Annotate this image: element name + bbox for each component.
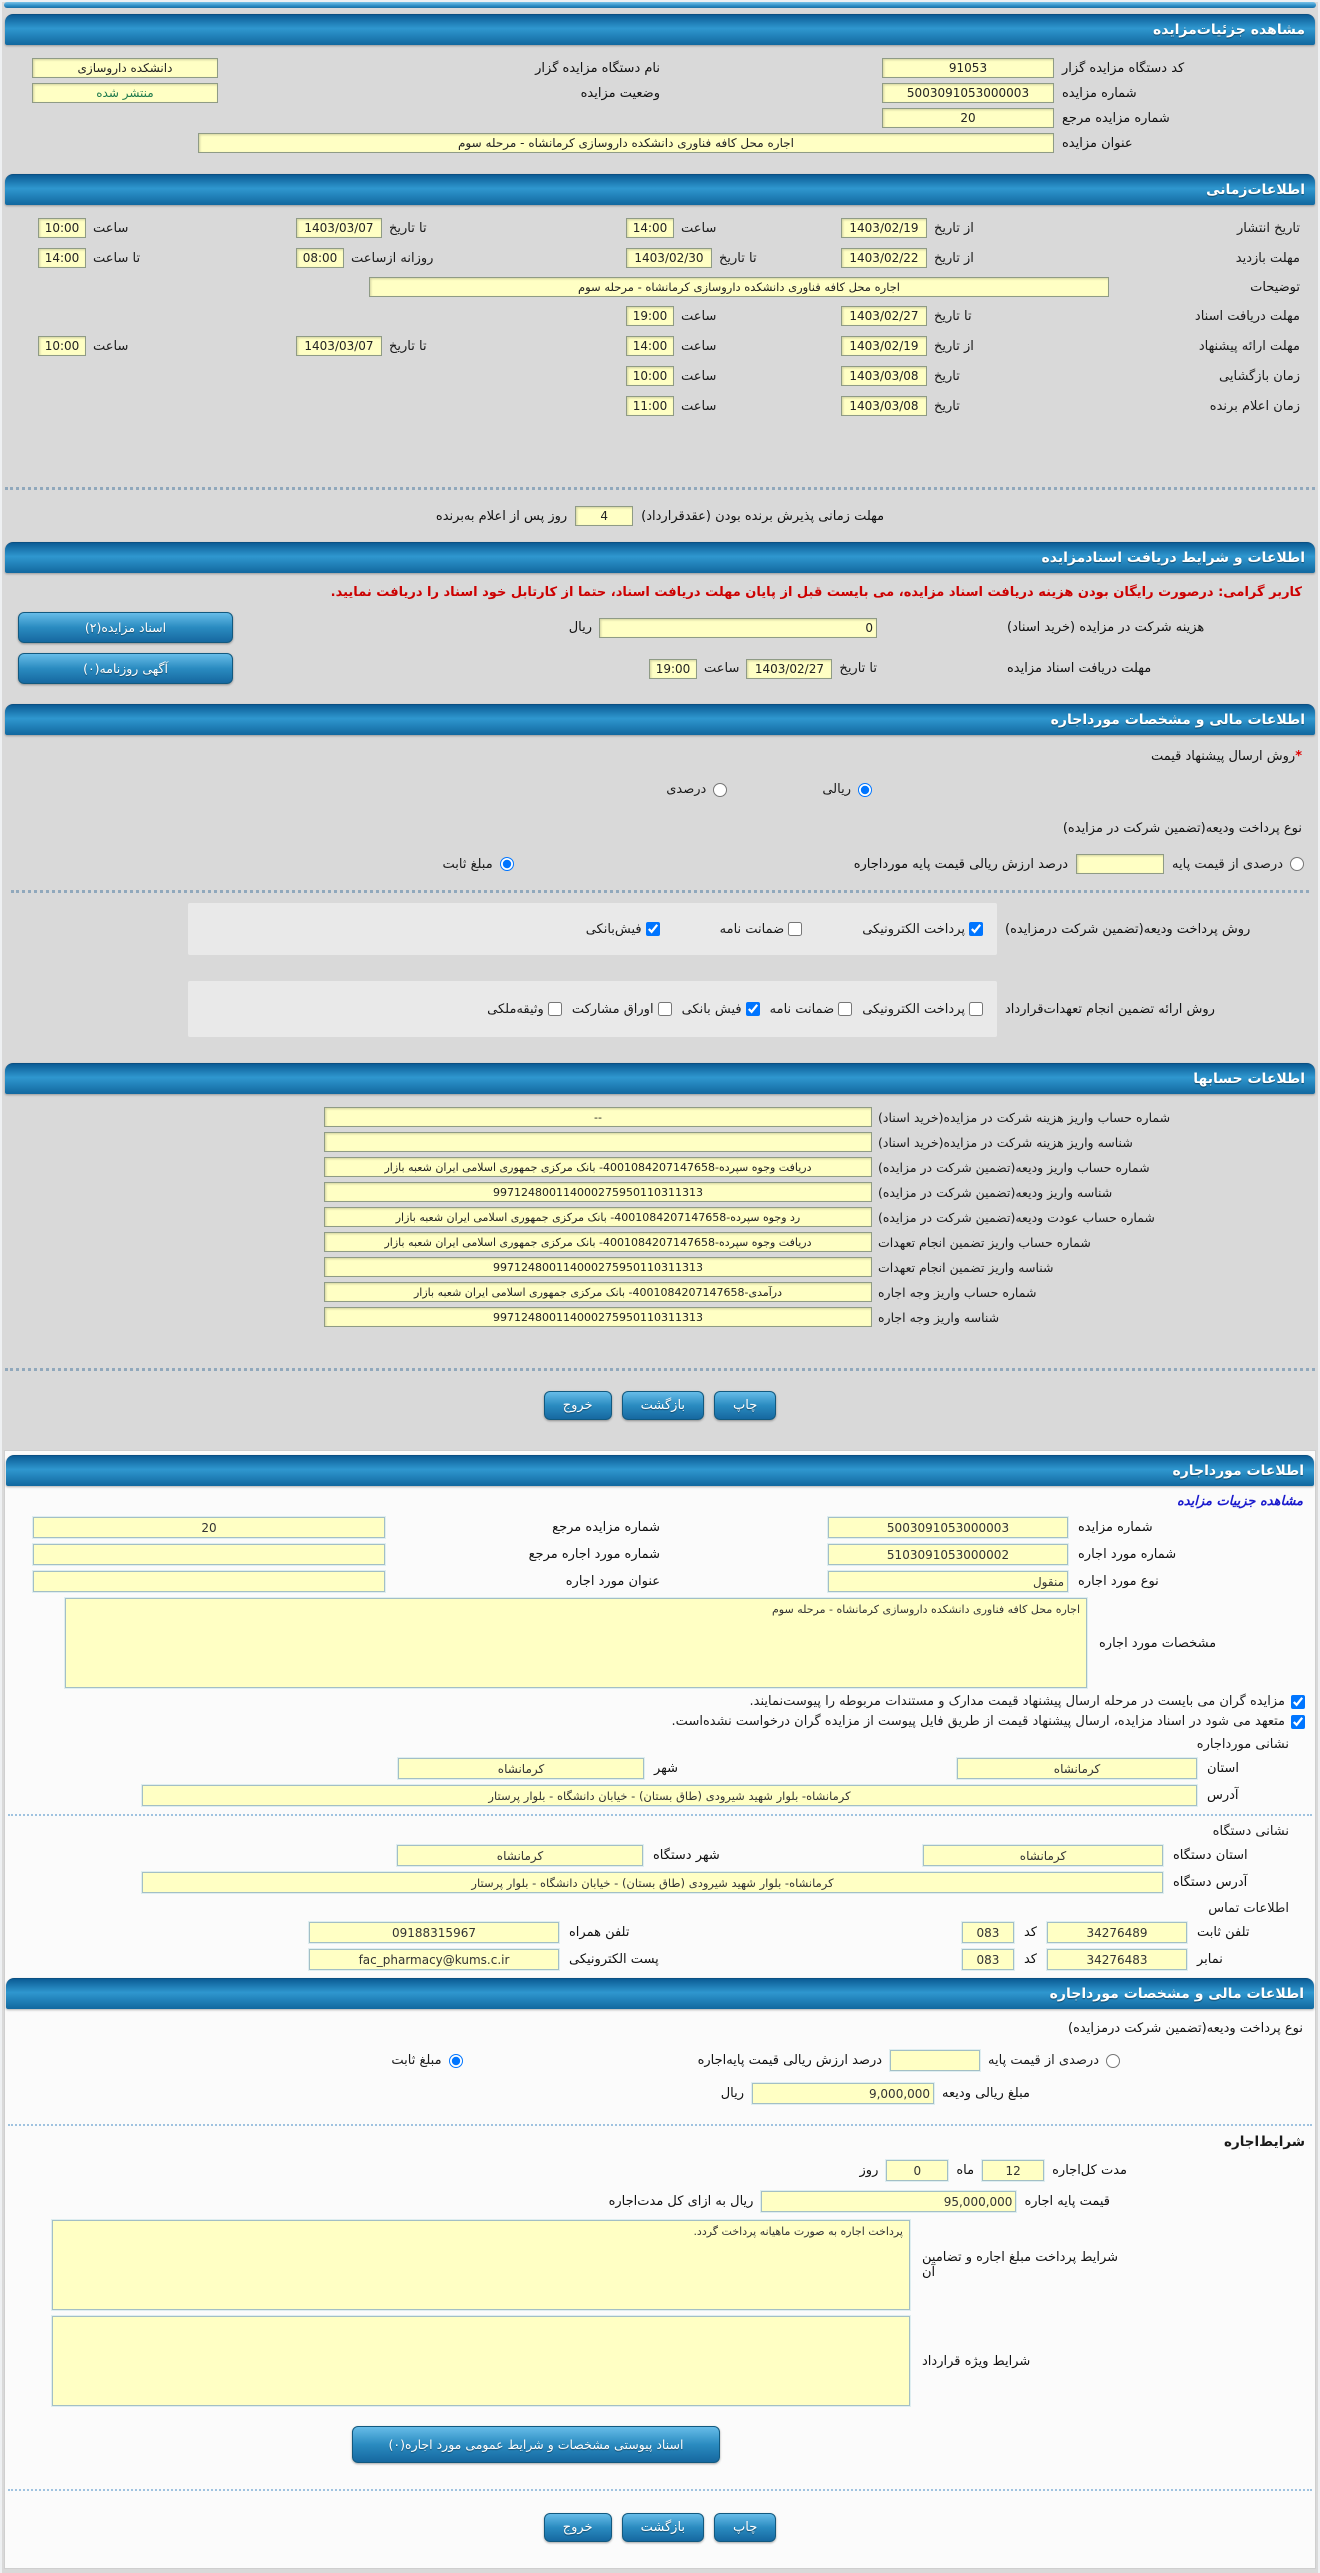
accept-deadline-row: [2, 496, 1318, 536]
percent-desc: درصد ارزش ریالی قیمت پایه مورداجاره: [853, 856, 1069, 872]
hour-word: ساعت: [681, 308, 717, 324]
attachments-row: [5, 2412, 1315, 2469]
rental-address-section-label: نشانی مورداجاره: [1196, 1737, 1289, 1752]
fixed-amount-label: مبلغ ثابت: [442, 856, 493, 872]
publish-from-hour[interactable]: [626, 218, 674, 238]
percent-desc2: درصد ارزش ریالی قیمت پایه‌اجاره: [697, 2053, 883, 2068]
offer-to-date[interactable]: [296, 336, 382, 356]
percent-base2-option[interactable]: [988, 2053, 1120, 2068]
send-method-row: [8, 743, 1312, 766]
docs-deadline-label: مهلت دریافت اسناد: [1194, 308, 1300, 324]
docs-warning-text: کاربر گرامی: درصورت رایگان بودن هزینه دریافت اسناد مزایده، می بایست قبل از پایان مهلت دریافت اسناد، حتما از کارتابل خود اسناد را دریافت نمایید.: [330, 585, 1302, 600]
docs-to-date[interactable]: [841, 306, 927, 326]
account-label: شناسه واریز ودیعه(تضمین شرکت در مزایده): [878, 1184, 1113, 1200]
device-name-field[interactable]: [32, 58, 218, 78]
winner-date[interactable]: [841, 396, 927, 416]
day-word: روز: [859, 2163, 879, 2178]
date-word: تاریخ: [934, 398, 960, 414]
section-title: اطلاعات حسابها: [1193, 1071, 1305, 1087]
divider: [8, 2489, 1312, 2491]
deposit-type2-options: [5, 2038, 1315, 2077]
deposit-method-guarantee-letter[interactable]: ضمانت نامه: [720, 922, 803, 937]
province-label: استان: [1207, 1761, 1239, 1776]
commitment-checkbox-row: [15, 1714, 1305, 1729]
auction-title-field[interactable]: [198, 133, 1054, 153]
fee-field[interactable]: [599, 618, 877, 638]
attachments-button[interactable]: اسناد پیوستی مشخصات و شرایط عمومی مورد اجاره(۰): [352, 2426, 720, 2463]
account-row: [18, 1182, 1302, 1202]
fixed-amount2-radio[interactable]: [449, 2054, 463, 2068]
auction-number-field[interactable]: [882, 83, 1054, 103]
account-label: شماره حساب عودت ودیعه(تضمین شرکت در مزایده): [878, 1209, 1155, 1225]
account-row: [18, 1257, 1302, 1277]
percent-base-option[interactable]: [1172, 857, 1304, 872]
commitment-text: متعهد می شود در اسناد مزایده، ارسال پیشنهاد قیمت از طریق فایل پیوست از مزایده گران درخواست نشده‌است.: [671, 1714, 1285, 1729]
to-hour-word: تا ساعت: [93, 250, 141, 266]
accept-deadline-label: مهلت زمانی پذیرش برنده بودن (عقدقرارداد): [641, 508, 885, 524]
fixed-amount-radio[interactable]: [500, 857, 514, 871]
publish-label: تاریخ انتشار: [1237, 220, 1300, 236]
account-label: شناسه واریز وجه اجاره: [878, 1309, 1000, 1325]
percent-base2-label: درصدی از قیمت پایه: [988, 2053, 1099, 2068]
guarantee-letter[interactable]: ضمانت نامه: [770, 1002, 853, 1017]
special-terms-label: شرایط ویژه قرارداد: [922, 2353, 1031, 2369]
item-type-label: نوع مورد اجاره: [1078, 1574, 1159, 1589]
device-name-label: نام دستگاه مزایده گزار: [535, 60, 660, 76]
to-date-word: تا تاریخ: [719, 250, 757, 266]
base-price-label: قیمت پایه اجاره: [1024, 2194, 1110, 2209]
date-word: تاریخ: [934, 368, 960, 384]
hour-word: ساعت: [681, 398, 717, 414]
to-date-word: تا تاریخ: [389, 338, 427, 354]
guarantee-bonds[interactable]: اوراق مشارکت: [572, 1002, 672, 1017]
hour-word: ساعت: [681, 338, 717, 354]
hour-word: ساعت: [681, 220, 717, 236]
percent-value-field[interactable]: [1076, 854, 1164, 874]
duration-row: [5, 2152, 1315, 2183]
phone-field[interactable]: [1047, 1922, 1187, 1943]
item-desc-textarea[interactable]: [65, 1598, 1087, 1688]
offer-to-hour[interactable]: [38, 336, 86, 356]
rial-option-label: ریالی: [822, 782, 851, 797]
account-field[interactable]: [324, 1307, 872, 1327]
province-city-row: [15, 1758, 1305, 1779]
account-field[interactable]: [324, 1157, 872, 1177]
visit-to-date[interactable]: [626, 248, 712, 268]
deposit-method-label: روش پرداخت ودیعه(تضمین شرکت درمزایده): [1005, 921, 1251, 937]
section-title: اطلاعات مورداجاره: [1172, 1463, 1304, 1479]
opening-row: [8, 361, 1312, 391]
device-code-label: کد دستگاه مزایده گزار: [1062, 60, 1185, 76]
offer-from-date[interactable]: [841, 336, 927, 356]
print-button[interactable]: چاپ: [714, 2513, 776, 2542]
deposit-amount-field[interactable]: [752, 2083, 934, 2104]
base-price-row: [5, 2183, 1315, 2214]
rent-auction-ref-field[interactable]: [33, 1517, 385, 1538]
device-address-section-label: نشانی دستگاه: [1212, 1824, 1289, 1839]
docs-conditions-body: [2, 573, 1318, 698]
from-date-word: از تاریخ: [934, 220, 974, 236]
address-label: آدرس: [1207, 1788, 1239, 1803]
item-ref-label: شماره مورد اجاره مرجع: [528, 1547, 660, 1562]
attach-docs-checkbox[interactable]: [1291, 1695, 1305, 1709]
phone-row: [15, 1922, 1305, 1943]
description-label: توضیحات: [1250, 279, 1300, 295]
to-date-word: تا تاریخ: [389, 220, 427, 236]
fax-row: [15, 1949, 1305, 1970]
account-label: شماره حساب واریز وجه اجاره: [878, 1284, 1037, 1300]
code-word: کد: [1023, 1952, 1037, 1967]
guarantee-bank-slip-checkbox[interactable]: [746, 1002, 760, 1016]
province-field[interactable]: [957, 1758, 1197, 1779]
city-field[interactable]: [398, 1758, 644, 1779]
account-row: [18, 1157, 1302, 1177]
hour-word: ساعت: [93, 220, 129, 236]
account-row: [18, 1107, 1302, 1127]
deposit-method-band: [188, 903, 997, 955]
rental-panel: [4, 1450, 1316, 2569]
rial-word: ریال: [568, 620, 592, 635]
fixed-amount-option[interactable]: [442, 857, 513, 872]
auction-status-label: وضعیت مزایده: [580, 85, 660, 101]
account-row: [18, 1207, 1302, 1227]
item-ref-field[interactable]: [33, 1544, 385, 1565]
rial-word: ریال: [720, 2086, 745, 2101]
rial-radio[interactable]: [858, 783, 872, 797]
device-address-row: [15, 1872, 1305, 1893]
offer-row: [8, 331, 1312, 361]
account-field[interactable]: [324, 1182, 872, 1202]
guarantee-electronic-checkbox[interactable]: [969, 1002, 983, 1016]
deposit-amount-row: [5, 2077, 1315, 2108]
divider: [5, 1368, 1315, 1371]
auction-ref-field[interactable]: [882, 108, 1054, 128]
from-date-word: از تاریخ: [934, 250, 974, 266]
section-title: مشاهده جزئیات‌مزایده: [1153, 22, 1305, 38]
section-title: اطلاعات‌زمانی: [1206, 182, 1305, 198]
back-button[interactable]: بازگشت: [622, 1391, 704, 1420]
bank-slip-checkbox[interactable]: [646, 922, 660, 936]
docs-deadline-row2: [18, 653, 1302, 684]
newspaper-ads-button[interactable]: آگهی روزنامه(۰): [18, 653, 233, 684]
from-date-word: از تاریخ: [934, 338, 974, 354]
rental-row-2: [17, 1544, 1303, 1565]
special-terms-row: [15, 2316, 1305, 2406]
address-field[interactable]: [142, 1785, 1197, 1806]
price-suffix: ریال به ازای کل مدت‌اجاره: [608, 2194, 754, 2209]
deposit-type2-row: [5, 2009, 1315, 2038]
deposit-method-electronic[interactable]: پرداخت الکترونیکی: [862, 922, 983, 937]
publish-from-date[interactable]: [841, 218, 927, 238]
exit-button[interactable]: خروج: [544, 1391, 612, 1420]
send-method-label: روش ارسال پیشنهاد قیمت: [1150, 749, 1296, 764]
rental-terms-section-label: شرایط‌اجاره: [1224, 2134, 1305, 2150]
rental-row-3: [17, 1571, 1303, 1592]
divider: [11, 890, 1309, 893]
phone-code-field[interactable]: [962, 1922, 1014, 1943]
percent-base2-radio[interactable]: [1106, 2054, 1120, 2068]
auction-title-label: عنوان مزایده: [1062, 135, 1133, 151]
fax-label: نمابر: [1197, 1952, 1223, 1967]
item-title-field[interactable]: [33, 1571, 385, 1592]
visit-daily-hour[interactable]: [296, 248, 344, 268]
top-blue-strip: [4, 2, 1316, 8]
visit-row: [8, 243, 1312, 273]
payment-terms-label: شرایط پرداخت مبلغ اجاره و تضامین آن: [922, 2250, 1119, 2280]
docs-to-hour[interactable]: [626, 306, 674, 326]
fee-row: [18, 612, 1302, 643]
financial-1-body: [2, 735, 1318, 1057]
contact-section-label: اطلاعات تماس: [1208, 1901, 1289, 1916]
auction-documents-button[interactable]: اسناد مزایده(۲): [18, 612, 233, 643]
section-header-docs-conditions: [5, 542, 1315, 573]
accept-days-field[interactable]: [575, 506, 633, 526]
attach-docs-checkbox-row: [15, 1694, 1305, 1709]
account-field[interactable]: [324, 1232, 872, 1252]
to-date-word: تا تاریخ: [839, 661, 877, 676]
visit-label: مهلت بازدید: [1235, 250, 1300, 266]
required-asterisk: *: [1295, 749, 1302, 764]
exit-button[interactable]: خروج: [544, 2513, 612, 2542]
docs-deadline2-label: مهلت دریافت اسناد مزایده: [1007, 661, 1152, 676]
account-field[interactable]: [324, 1207, 872, 1227]
publish-to-hour[interactable]: [38, 218, 86, 238]
account-row: [18, 1232, 1302, 1252]
deposit-amount-label: مبلغ ریالی ودیعه: [942, 2086, 1030, 2101]
auction-ref-label: شماره مزایده مرجع: [1062, 110, 1170, 126]
docs-deadline-hour-field[interactable]: [649, 659, 697, 679]
fixed-amount2-option[interactable]: [391, 2053, 462, 2068]
time-info-body: [2, 205, 1318, 481]
opening-label: زمان بازگشایی: [1219, 368, 1300, 384]
hour-word: ساعت: [704, 661, 740, 676]
guarantee-letter2-checkbox[interactable]: [838, 1002, 852, 1016]
account-field[interactable]: [324, 1132, 872, 1152]
fax-code-field[interactable]: [962, 1949, 1014, 1970]
offer-from-hour[interactable]: [626, 336, 674, 356]
deposit-type-options: [8, 840, 1312, 884]
visit-to-hour[interactable]: [38, 248, 86, 268]
payment-terms-row: [15, 2220, 1305, 2310]
device-city-field[interactable]: [397, 1845, 643, 1866]
mobile-field[interactable]: [309, 1922, 559, 1943]
rent-auction-no-field[interactable]: [828, 1517, 1068, 1538]
action-buttons-bottom: [5, 2499, 1315, 2558]
deposit-method-row: [18, 903, 1302, 955]
item-no-label: شماره مورد اجاره: [1078, 1547, 1177, 1562]
divider: [8, 2124, 1312, 2126]
offer-label: مهلت ارائه پیشنهاد: [1198, 338, 1300, 354]
winner-label: زمان اعلام برنده: [1209, 398, 1300, 414]
electronic-payment-checkbox[interactable]: [969, 922, 983, 936]
percent-option-label: درصدی: [666, 782, 707, 797]
daily-from-word: روزانه ازساعت: [351, 250, 434, 266]
section-header-rental-info: [6, 1455, 1314, 1486]
rent-auction-ref-label: شماره مزایده مرجع: [552, 1520, 660, 1535]
percent-base-radio[interactable]: [1290, 857, 1304, 871]
address-row: [15, 1785, 1305, 1806]
code-word: کد: [1023, 1925, 1037, 1940]
section-header-financial-2: [6, 1978, 1314, 2009]
guarantee-electronic[interactable]: پرداخت الکترونیکی: [862, 1002, 983, 1017]
rent-auction-no-label: شماره مزایده: [1078, 1520, 1153, 1535]
days-field[interactable]: [886, 2160, 948, 2181]
accept-suffix: روز پس از اعلام به‌برنده: [435, 508, 568, 524]
months-field[interactable]: [982, 2160, 1044, 2181]
opening-date[interactable]: [841, 366, 927, 386]
base-price-field[interactable]: [761, 2191, 1016, 2212]
to-date-word: تا تاریخ: [934, 308, 972, 324]
fee-label: هزینه شرکت در مزایده (خرید اسناد): [1007, 620, 1205, 635]
city-label: شهر: [654, 1761, 679, 1776]
mobile-label: تلفن همراه: [568, 1925, 630, 1940]
hour-word: ساعت: [681, 368, 717, 384]
guarantee-bank-slip[interactable]: فیش بانکی: [682, 1002, 760, 1017]
account-label: شماره حساب واریز هزینه شرکت در مزایده(خرید اسناد): [878, 1109, 1171, 1125]
send-method-options: [8, 766, 1312, 811]
item-no-field[interactable]: [828, 1544, 1068, 1565]
attach-docs-text: مزایده گران می بایست در مرحله ارسال پیشنهاد قیمت مدارک و مستندات مربوطه را پیوست‌نمایند.: [749, 1694, 1285, 1709]
winner-hour[interactable]: [626, 396, 674, 416]
account-label: شناسه واریز هزینه شرکت در مزایده(خرید اسناد): [878, 1134, 1133, 1150]
visit-from-date[interactable]: [841, 248, 927, 268]
section-title: اطلاعات مالی و مشخصات مورداجاره: [1049, 1986, 1304, 2002]
percent-base-label: درصدی از قیمت پایه: [1172, 856, 1283, 872]
fax-field[interactable]: [1047, 1949, 1187, 1970]
rial-option[interactable]: [822, 782, 872, 797]
account-label: شماره حساب واریز تضمین انجام تعهدات: [878, 1234, 1091, 1250]
account-label: شناسه واریز تضمین انجام تعهدات: [878, 1259, 1054, 1275]
percent-value2-field[interactable]: [890, 2050, 980, 2071]
account-field[interactable]: [324, 1107, 872, 1127]
deposit-type-label: نوع پرداخت ودیعه(تضمین شرکت در مزایده): [1062, 821, 1302, 836]
guarantee-method-band: [188, 981, 997, 1037]
account-field[interactable]: [324, 1257, 872, 1277]
section-header-accounts: [5, 1063, 1315, 1094]
action-buttons-top: [2, 1377, 1318, 1436]
section-header-time-info: [5, 174, 1315, 205]
account-row: [18, 1282, 1302, 1302]
item-title-label: عنوان مورد اجاره: [565, 1574, 660, 1589]
hour-word: ساعت: [93, 338, 129, 354]
docs-deadline-date-field[interactable]: [746, 659, 832, 679]
guarantee-letter-checkbox[interactable]: [788, 922, 802, 936]
divider: [8, 1814, 1312, 1816]
divider: [5, 487, 1315, 490]
item-desc-row: [15, 1598, 1305, 1688]
section-header-auction-details: [5, 14, 1315, 45]
publish-to-date[interactable]: [296, 218, 382, 238]
description-row: [8, 273, 1312, 301]
device-address-field[interactable]: [142, 1872, 1163, 1893]
winner-row: [8, 391, 1312, 421]
print-button[interactable]: چاپ: [714, 1391, 776, 1420]
auction-number-label: شماره مزایده: [1062, 85, 1137, 101]
device-province-city-row: [15, 1845, 1305, 1866]
deposit-method-bank-slip[interactable]: فیش‌بانکی: [586, 922, 660, 937]
month-word: ماه: [956, 2163, 975, 2178]
section-title: اطلاعات مالی و مشخصات مورداجاره: [1050, 712, 1305, 728]
fixed-amount2-label: مبلغ ثابت: [391, 2053, 442, 2068]
guarantee-method-label: روش ارائه تضمین انجام تعهدات‌قرارداد: [1005, 1001, 1215, 1017]
item-type-field[interactable]: [828, 1571, 1068, 1592]
deposit-type2-label: نوع پرداخت ودیعه(تضمین شرکت درمزایده): [1068, 2021, 1303, 2036]
phone-label: تلفن ثابت: [1197, 1925, 1250, 1940]
accounts-body: [2, 1094, 1318, 1362]
item-desc-label: مشخصات مورد اجاره: [1099, 1635, 1217, 1651]
auction-details-body: [2, 45, 1318, 168]
account-label: شماره حساب واریز ودیعه(تضمین شرکت در مزایده): [878, 1159, 1150, 1175]
device-province-field[interactable]: [923, 1845, 1163, 1866]
opening-hour[interactable]: [626, 366, 674, 386]
deposit-type-row: [8, 811, 1312, 840]
publish-row: [8, 213, 1312, 243]
page: [2, 2, 1318, 2573]
docs-deadline-row: [8, 301, 1312, 331]
participation-bonds-checkbox[interactable]: [658, 1002, 672, 1016]
special-terms-textarea[interactable]: [52, 2316, 910, 2406]
property-collateral-checkbox[interactable]: [548, 1002, 562, 1016]
back-button[interactable]: بازگشت: [622, 2513, 704, 2542]
percent-radio[interactable]: [713, 783, 727, 797]
auction-status-field[interactable]: [32, 83, 218, 103]
section-header-financial-1: [5, 704, 1315, 735]
payment-terms-textarea[interactable]: [52, 2220, 910, 2310]
account-row: [18, 1132, 1302, 1152]
account-row: [18, 1307, 1302, 1327]
device-province-label: استان دستگاه: [1173, 1848, 1248, 1863]
description-field[interactable]: [369, 277, 1109, 297]
duration-label: مدت کل‌اجاره: [1052, 2163, 1127, 2178]
account-field[interactable]: [324, 1282, 872, 1302]
device-code-field[interactable]: [882, 58, 1054, 78]
device-address-label: آدرس دستگاه: [1173, 1875, 1248, 1890]
email-field[interactable]: [309, 1949, 559, 1970]
percent-option[interactable]: [666, 782, 727, 797]
guarantee-method-row: [18, 981, 1302, 1037]
view-auction-details-link[interactable]: مشاهده جزییات مزایده: [1176, 1494, 1303, 1509]
guarantee-property[interactable]: وثیقه‌ملکی: [487, 1002, 562, 1017]
email-label: پست الکترونیکی: [568, 1952, 659, 1967]
commitment-checkbox[interactable]: [1291, 1715, 1305, 1729]
section-title: اطلاعات و شرایط دریافت اسنادمزایده: [1041, 550, 1305, 566]
device-city-label: شهر دستگاه: [653, 1848, 720, 1863]
rental-row-1: [17, 1517, 1303, 1538]
